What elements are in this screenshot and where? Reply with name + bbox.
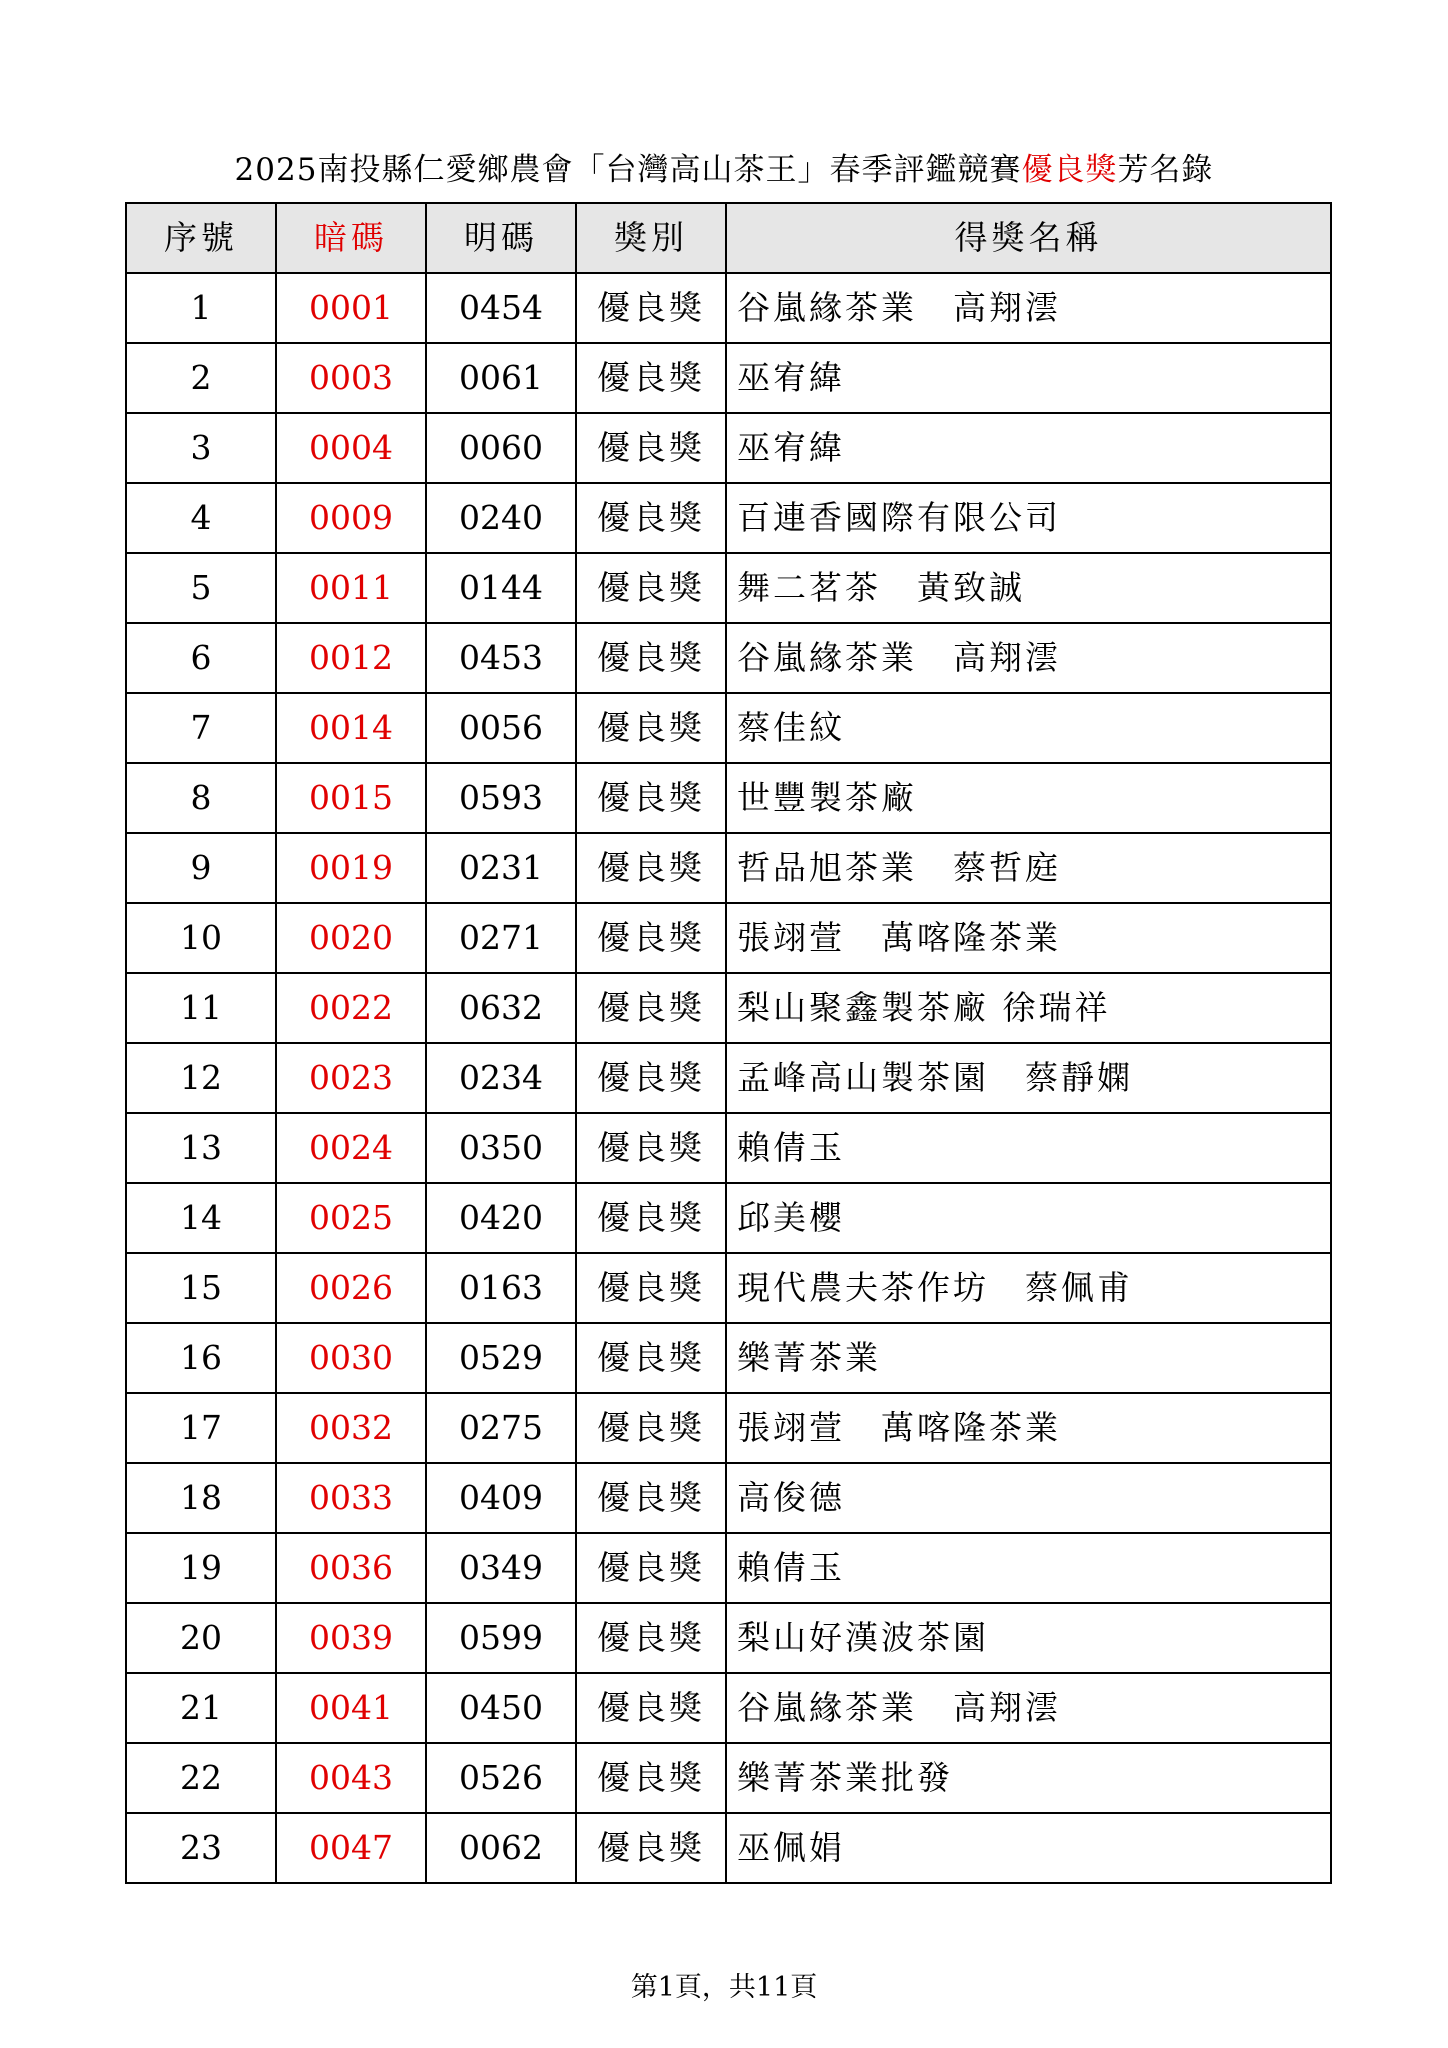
cell-seq: 17 [126, 1393, 276, 1463]
cell-award: 優良獎 [576, 693, 726, 763]
header-code-hidden: 暗碼 [276, 203, 426, 273]
cell-seq: 11 [126, 973, 276, 1043]
cell-code-visible: 0060 [426, 413, 576, 483]
table-row [126, 1323, 1331, 1393]
cell-code-visible: 0144 [426, 553, 576, 623]
cell-seq: 7 [126, 693, 276, 763]
table-row [126, 1673, 1331, 1743]
cell-seq: 3 [126, 413, 276, 483]
cell-code-visible: 0231 [426, 833, 576, 903]
cell-seq: 2 [126, 343, 276, 413]
cell-code-visible: 0593 [426, 763, 576, 833]
cell-award: 優良獎 [576, 763, 726, 833]
cell-name: 樂菁茶業 [726, 1323, 1331, 1393]
table-row [126, 273, 1331, 343]
cell-seq: 18 [126, 1463, 276, 1533]
cell-code-visible: 0234 [426, 1043, 576, 1113]
cell-name: 孟峰高山製茶園 蔡靜嫻 [726, 1043, 1331, 1113]
cell-code-visible: 0062 [426, 1813, 576, 1883]
cell-seq: 5 [126, 553, 276, 623]
table-row [126, 973, 1331, 1043]
cell-name: 谷嵐緣茶業 高翔澐 [726, 623, 1331, 693]
cell-name: 張翊萱 萬喀隆茶業 [726, 1393, 1331, 1463]
cell-code-visible: 0240 [426, 483, 576, 553]
table-row [126, 1533, 1331, 1603]
cell-award: 優良獎 [576, 1323, 726, 1393]
cell-name: 哲品旭茶業 蔡哲庭 [726, 833, 1331, 903]
cell-code-visible: 0275 [426, 1393, 576, 1463]
header-seq: 序號 [126, 203, 276, 273]
cell-code-hidden: 0047 [276, 1813, 426, 1883]
cell-award: 優良獎 [576, 1673, 726, 1743]
cell-name: 巫宥緯 [726, 413, 1331, 483]
table-row [126, 343, 1331, 413]
cell-code-visible: 0163 [426, 1253, 576, 1323]
cell-code-hidden: 0039 [276, 1603, 426, 1673]
cell-name: 賴倩玉 [726, 1533, 1331, 1603]
header-name: 得獎名稱 [726, 203, 1331, 273]
cell-award: 優良獎 [576, 1253, 726, 1323]
cell-code-hidden: 0009 [276, 483, 426, 553]
cell-award: 優良獎 [576, 1463, 726, 1533]
cell-award: 優良獎 [576, 903, 726, 973]
cell-seq: 4 [126, 483, 276, 553]
cell-code-hidden: 0022 [276, 973, 426, 1043]
cell-name: 谷嵐緣茶業 高翔澐 [726, 1673, 1331, 1743]
page-title [0, 150, 1448, 190]
cell-seq: 1 [126, 273, 276, 343]
table-row [126, 1183, 1331, 1253]
cell-code-visible: 0061 [426, 343, 576, 413]
header-award: 獎別 [576, 203, 726, 273]
cell-code-visible: 0526 [426, 1743, 576, 1813]
cell-name: 梨山好漢波茶園 [726, 1603, 1331, 1673]
table-row [126, 1603, 1331, 1673]
table-row [126, 693, 1331, 763]
cell-award: 優良獎 [576, 1533, 726, 1603]
cell-code-visible: 0056 [426, 693, 576, 763]
cell-code-hidden: 0001 [276, 273, 426, 343]
cell-code-hidden: 0019 [276, 833, 426, 903]
table-row [126, 903, 1331, 973]
cell-award: 優良獎 [576, 273, 726, 343]
page-footer: 第1頁，共11頁 [630, 1972, 818, 2003]
cell-name: 賴倩玉 [726, 1113, 1331, 1183]
cell-code-hidden: 0015 [276, 763, 426, 833]
cell-award: 優良獎 [576, 343, 726, 413]
page-title-highlight: 優良獎 [1021, 152, 1118, 188]
table-row [126, 1253, 1331, 1323]
table-row [126, 1813, 1331, 1883]
cell-code-hidden: 0026 [276, 1253, 426, 1323]
cell-name: 百連香國際有限公司 [726, 483, 1331, 553]
cell-award: 優良獎 [576, 623, 726, 693]
cell-code-hidden: 0014 [276, 693, 426, 763]
header-code-visible: 明碼 [426, 203, 576, 273]
cell-name: 世豐製茶廠 [726, 763, 1331, 833]
cell-seq: 21 [126, 1673, 276, 1743]
cell-seq: 9 [126, 833, 276, 903]
cell-code-hidden: 0023 [276, 1043, 426, 1113]
cell-seq: 20 [126, 1603, 276, 1673]
cell-code-visible: 0599 [426, 1603, 576, 1673]
cell-code-hidden: 0025 [276, 1183, 426, 1253]
cell-code-hidden: 0033 [276, 1463, 426, 1533]
cell-seq: 15 [126, 1253, 276, 1323]
cell-award: 優良獎 [576, 833, 726, 903]
cell-award: 優良獎 [576, 1393, 726, 1463]
table-row [126, 413, 1331, 483]
cell-code-hidden: 0004 [276, 413, 426, 483]
table-row [126, 483, 1331, 553]
cell-name: 梨山聚鑫製茶廠 徐瑞祥 [726, 973, 1331, 1043]
table-row [126, 833, 1331, 903]
cell-name: 谷嵐緣茶業 高翔澐 [726, 273, 1331, 343]
cell-name: 樂菁茶業批發 [726, 1743, 1331, 1813]
cell-seq: 13 [126, 1113, 276, 1183]
cell-seq: 14 [126, 1183, 276, 1253]
cell-code-hidden: 0043 [276, 1743, 426, 1813]
cell-seq: 8 [126, 763, 276, 833]
cell-award: 優良獎 [576, 1813, 726, 1883]
cell-code-visible: 0632 [426, 973, 576, 1043]
cell-name: 舞二茗茶 黃致誠 [726, 553, 1331, 623]
table-row [126, 1463, 1331, 1533]
cell-name: 張翊萱 萬喀隆茶業 [726, 903, 1331, 973]
cell-name: 現代農夫茶作坊 蔡佩甫 [726, 1253, 1331, 1323]
cell-code-hidden: 0036 [276, 1533, 426, 1603]
cell-name: 巫宥緯 [726, 343, 1331, 413]
cell-seq: 10 [126, 903, 276, 973]
table-row [126, 623, 1331, 693]
cell-code-visible: 0420 [426, 1183, 576, 1253]
cell-award: 優良獎 [576, 553, 726, 623]
cell-award: 優良獎 [576, 1113, 726, 1183]
cell-award: 優良獎 [576, 1183, 726, 1253]
cell-code-hidden: 0032 [276, 1393, 426, 1463]
cell-name: 蔡佳紋 [726, 693, 1331, 763]
cell-seq: 12 [126, 1043, 276, 1113]
cell-code-visible: 0450 [426, 1673, 576, 1743]
cell-code-hidden: 0003 [276, 343, 426, 413]
cell-code-hidden: 0030 [276, 1323, 426, 1393]
cell-seq: 23 [126, 1813, 276, 1883]
cell-seq: 16 [126, 1323, 276, 1393]
table-header-row [126, 203, 1331, 273]
table-row [126, 1393, 1331, 1463]
cell-code-hidden: 0011 [276, 553, 426, 623]
cell-code-visible: 0350 [426, 1113, 576, 1183]
cell-code-hidden: 0012 [276, 623, 426, 693]
cell-award: 優良獎 [576, 1743, 726, 1813]
cell-award: 優良獎 [576, 413, 726, 483]
cell-seq: 22 [126, 1743, 276, 1813]
cell-code-visible: 0409 [426, 1463, 576, 1533]
cell-award: 優良獎 [576, 973, 726, 1043]
table-body [126, 273, 1331, 1883]
cell-award: 優良獎 [576, 483, 726, 553]
table-row [126, 1743, 1331, 1813]
cell-code-visible: 0454 [426, 273, 576, 343]
table-row [126, 553, 1331, 623]
cell-code-hidden: 0041 [276, 1673, 426, 1743]
cell-code-visible: 0271 [426, 903, 576, 973]
cell-name: 高俊德 [726, 1463, 1331, 1533]
cell-code-visible: 0453 [426, 623, 576, 693]
award-table [125, 202, 1332, 1884]
cell-name: 巫佩娟 [726, 1813, 1331, 1883]
cell-seq: 19 [126, 1533, 276, 1603]
cell-code-hidden: 0020 [276, 903, 426, 973]
page-title-suffix: 芳名錄 [1117, 152, 1214, 188]
cell-code-hidden: 0024 [276, 1113, 426, 1183]
page-title-prefix: 2025南投縣仁愛鄉農會「台灣高山茶王」春季評鑑競賽 [234, 152, 1022, 188]
cell-award: 優良獎 [576, 1603, 726, 1673]
table-row [126, 1113, 1331, 1183]
table-row [126, 763, 1331, 833]
cell-code-visible: 0529 [426, 1323, 576, 1393]
cell-code-visible: 0349 [426, 1533, 576, 1603]
table-row [126, 1043, 1331, 1113]
cell-name: 邱美櫻 [726, 1183, 1331, 1253]
cell-seq: 6 [126, 623, 276, 693]
cell-award: 優良獎 [576, 1043, 726, 1113]
